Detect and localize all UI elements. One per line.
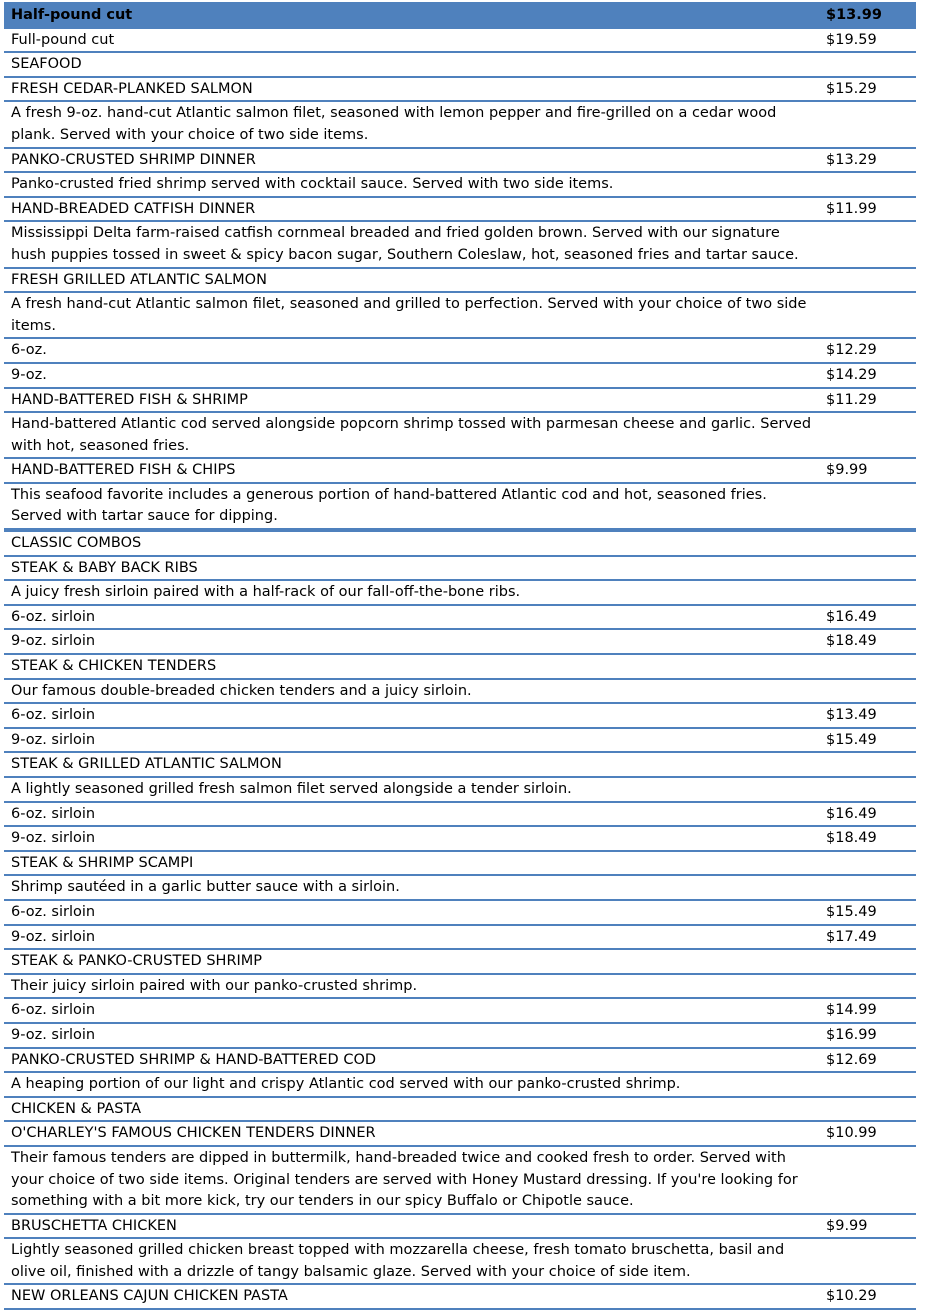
item-label: 6-oz. sirloin — [11, 1002, 96, 1019]
item-description: A lightly seasoned grilled fresh salmon filet served alongside a tender sirloin. — [11, 781, 572, 797]
item-label: 9-oz. — [11, 366, 47, 383]
item-description: Shrimp sautéed in a garlic butter sauce with a sirloin. — [11, 879, 400, 896]
item-label: STEAK & BABY BACK RIBS — [11, 559, 198, 576]
menu-item-row — [4, 364, 916, 389]
menu-item-row — [4, 1122, 916, 1147]
item-label: STEAK & GRILLED ATLANTIC SALMON — [11, 756, 282, 773]
item-price: $14.99 — [826, 1002, 877, 1019]
menu-section-row — [4, 530, 916, 557]
menu-item-row — [4, 78, 916, 103]
menu-item-row — [4, 606, 916, 631]
item-label: 6-oz. — [11, 342, 47, 359]
menu-description-row — [4, 102, 916, 148]
item-label: Full-pound cut — [11, 31, 115, 48]
item-description: A fresh 9-oz. hand-cut Atlantic salmon filet, seasoned with lemon pepper and fire-grilled on a cedar wood plank. Served with your choice of two side items. — [11, 105, 777, 143]
item-price: $10.99 — [826, 1125, 877, 1142]
menu-item-row — [4, 1024, 916, 1049]
menu-description-row — [4, 975, 916, 1000]
menu-item-row — [4, 803, 916, 828]
item-description: Panko-crusted fried shrimp served with cocktail sauce. Served with two side items. — [11, 176, 614, 193]
menu-item-row — [4, 29, 916, 54]
item-description: Lightly seasoned grilled chicken breast topped with mozzarella cheese, fresh tomato bruschetta, basil and olive oil, finished with a drizzle of tangy balsamic glaze. Served with your choice of side item. — [11, 1242, 785, 1280]
item-price: $16.99 — [826, 1026, 877, 1043]
item-label: 6-oz. sirloin — [11, 805, 96, 822]
item-price: $18.49 — [826, 830, 877, 847]
item-label: STEAK & CHICKEN TENDERS — [11, 658, 217, 675]
menu-description-row — [4, 778, 916, 803]
menu-description-row — [4, 1239, 916, 1285]
item-price: $15.49 — [826, 903, 877, 920]
menu-item-row — [4, 1285, 916, 1310]
menu-item-row — [4, 339, 916, 364]
menu-description-row — [4, 293, 916, 339]
menu-item-row — [4, 999, 916, 1024]
menu-item-row — [4, 149, 916, 174]
menu-description-row — [4, 222, 916, 268]
item-description: Mississippi Delta farm-raised catfish cornmeal breaded and fried golden brown. Served with our signature hush puppies tossed in sweet & spicy bacon sugar, Southern Coleslaw, hot, seasoned fries and tartar sauce. — [11, 225, 799, 263]
item-price: $12.69 — [826, 1051, 877, 1068]
item-label: PANKO-CRUSTED SHRIMP & HAND-BATTERED COD — [11, 1051, 377, 1068]
item-price: $17.49 — [826, 928, 877, 945]
menu-item-row — [4, 459, 916, 484]
menu-description-row — [4, 680, 916, 705]
item-label: SEAFOOD — [11, 56, 82, 73]
menu-item-row — [4, 950, 916, 975]
item-price: $19.59 — [826, 31, 877, 48]
item-label: 9-oz. sirloin — [11, 1026, 96, 1043]
item-price: $9.99 — [826, 1217, 868, 1234]
item-label: HAND-BATTERED FISH & SHRIMP — [11, 391, 248, 408]
menu-item-row — [4, 655, 916, 680]
item-label: 9-oz. sirloin — [11, 830, 96, 847]
item-price: $11.29 — [826, 391, 877, 408]
menu-item-row — [4, 269, 916, 294]
item-label: 9-oz. sirloin — [11, 731, 96, 748]
menu-item-row — [4, 557, 916, 582]
item-description: Their famous tenders are dipped in buttermilk, hand-breaded twice and cooked fresh to order. Served with your choice of two side items. Original tenders are served with Honey Mustard dressing. If you're looking for something with a bit more kick, try our tenders in our spicy Buffalo or Chipotle sauce. — [11, 1149, 798, 1210]
menu-description-row — [4, 173, 916, 198]
menu-item-row — [4, 852, 916, 877]
menu-item-row — [4, 901, 916, 926]
menu-item-row — [4, 198, 916, 223]
menu-description-row — [4, 1147, 916, 1215]
item-price: $12.29 — [826, 342, 877, 359]
item-price: $11.99 — [826, 200, 877, 217]
item-price: $13.99 — [826, 7, 882, 23]
menu-table — [4, 2, 916, 1310]
item-price: $10.29 — [826, 1288, 877, 1305]
item-label: Half-pound cut — [11, 7, 133, 23]
item-price: $13.49 — [826, 707, 877, 724]
menu-item-row — [4, 729, 916, 754]
item-label: O'CHARLEY'S FAMOUS CHICKEN TENDERS DINNER — [11, 1125, 376, 1142]
menu-item-row — [4, 1098, 916, 1123]
item-price: $13.29 — [826, 151, 877, 168]
item-description: This seafood favorite includes a generous portion of hand-battered Atlantic cod and hot, seasoned fries. Served with tartar sauce for dipping. — [11, 486, 767, 525]
menu-item-row — [4, 704, 916, 729]
item-label: PANKO-CRUSTED SHRIMP DINNER — [11, 151, 256, 168]
menu-description-row — [4, 484, 916, 530]
menu-description-row — [4, 413, 916, 459]
item-label: BRUSCHETTA CHICKEN — [11, 1217, 177, 1234]
item-price: $18.49 — [826, 633, 877, 650]
menu-item-row — [4, 753, 916, 778]
item-price: $14.29 — [826, 366, 877, 383]
item-price: $9.99 — [826, 462, 868, 479]
item-label: 6-oz. sirloin — [11, 707, 96, 724]
menu-description-row — [4, 876, 916, 901]
item-label: HAND-BREADED CATFISH DINNER — [11, 200, 256, 217]
menu-item-row — [4, 1049, 916, 1074]
item-label: 6-oz. sirloin — [11, 608, 96, 625]
item-description: Their juicy sirloin paired with our panko-crusted shrimp. — [11, 977, 418, 994]
item-label: FRESH CEDAR-PLANKED SALMON — [11, 80, 253, 97]
menu-item-row — [4, 630, 916, 655]
item-price: $15.49 — [826, 731, 877, 748]
menu-description-row — [4, 1073, 916, 1098]
item-price: $15.29 — [826, 80, 877, 97]
menu-item-row — [4, 389, 916, 414]
item-description: A fresh hand-cut Atlantic salmon filet, seasoned and grilled to perfection. Served with your choice of two side items. — [11, 296, 807, 334]
item-label: 9-oz. sirloin — [11, 928, 96, 945]
item-label: FRESH GRILLED ATLANTIC SALMON — [11, 271, 267, 288]
menu-item-row — [4, 827, 916, 852]
item-label: NEW ORLEANS CAJUN CHICKEN PASTA — [11, 1288, 288, 1305]
item-description: Hand-battered Atlantic cod served alongside popcorn shrimp tossed with parmesan cheese and garlic. Served with hot, seasoned fries. — [11, 416, 812, 454]
item-description: A juicy fresh sirloin paired with a half-rack of our fall-off-the-bone ribs. — [11, 584, 521, 601]
item-description: A heaping portion of our light and crispy Atlantic cod served with our panko-crusted shrimp. — [11, 1076, 681, 1093]
menu-section-row — [4, 53, 916, 78]
item-label: CHICKEN & PASTA — [11, 1100, 142, 1117]
item-description: Our famous double-breaded chicken tenders and a juicy sirloin. — [11, 682, 472, 699]
item-label: 6-oz. sirloin — [11, 903, 96, 920]
menu-description-row — [4, 581, 916, 606]
item-label: HAND-BATTERED FISH & CHIPS — [11, 462, 236, 479]
item-price: $16.49 — [826, 608, 877, 625]
menu-item-row — [4, 1215, 916, 1240]
item-price: $16.49 — [826, 805, 877, 822]
item-label: 9-oz. sirloin — [11, 633, 96, 650]
item-label: STEAK & PANKO-CRUSTED SHRIMP — [11, 953, 263, 970]
item-label: STEAK & SHRIMP SCAMPI — [11, 854, 194, 871]
item-label: CLASSIC COMBOS — [11, 535, 142, 552]
menu-header-row — [4, 4, 916, 29]
menu-item-row — [4, 926, 916, 951]
